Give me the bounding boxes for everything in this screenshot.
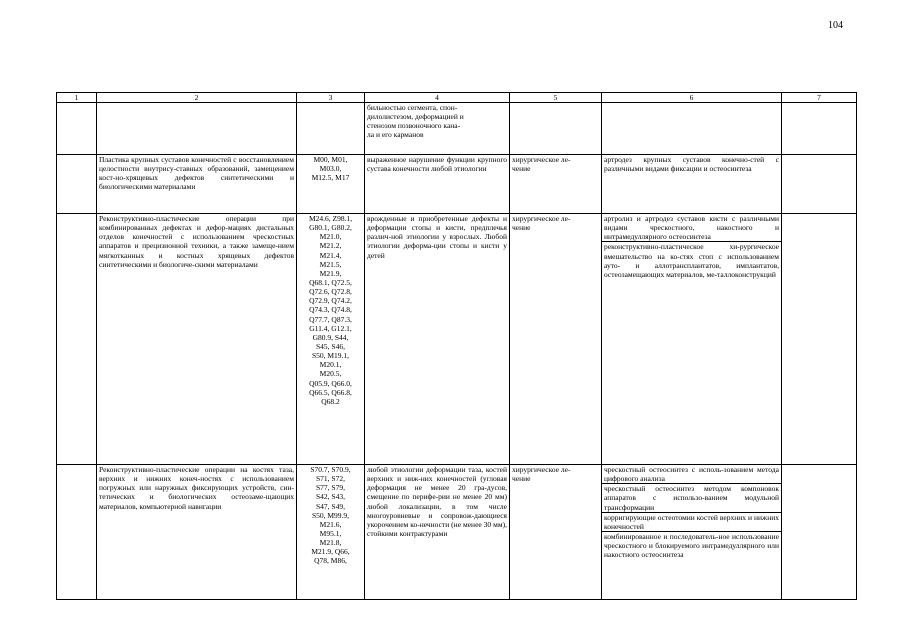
icd-code-line: Q66.5, Q66.8,: [309, 387, 352, 397]
cell-methods: [602, 465, 782, 600]
icd-code-line: M21.9, Q66,: [311, 547, 350, 557]
cell-icd-codes: [297, 214, 365, 465]
icd-code-line: G11.4, G12.1,: [309, 323, 352, 333]
cell-patient-model: врожденные и приобретенные дефекты и деформации стопы и кисти, предплечья различ-ной этиологии у взрослых. Любой этиологии деформа-ции стопы и кисти у детей: [365, 214, 510, 465]
cell-empty: [782, 465, 857, 600]
method-item: реконструктивно-пластическое хи-рургическое вмешательство на ко-стях стоп с использованием ауто- и аллотрансплантатов, имплантатов, остеозамещающих материалов, ме-таллоконструкций: [604, 242, 779, 279]
icd-code-line: Q77.7, Q87.3,: [309, 314, 352, 324]
method-item: корригирующие остеотомии костей верхних и нижних конечностей: [604, 512, 779, 531]
cell-patient-model: любой этиологии деформации таза, костей верхних и ниж-них конечностей (угловая деформация не менее 20 гра-дусов, смещение по перифе-рии не менее 20 мм) любой локализации, в том числе многоуровневые и сопровож-дающиеся укорочением ко-нечности (не менее 30 мм), стойкими контрактурами: [365, 465, 510, 600]
cell-empty: [57, 214, 97, 465]
method-item: артродез крупных суставов конечно-стей с различными видами фиксации и остеосинтеза: [604, 155, 779, 174]
cell-intervention-name: [97, 103, 297, 155]
icd-code-line: S77, S79,: [316, 483, 345, 493]
treatment-type-line: чение: [512, 474, 531, 484]
cell-treatment-type: [510, 155, 602, 214]
treatment-type-line: хирургическое ле-: [512, 214, 571, 223]
icd-code-line: G80.9, S44,: [312, 332, 349, 342]
cell-intervention-name: Реконструктивно-пластические операции при комбинированных дефектах и дефор-мациях дистальных отделов конечностей с использованием чрескостных аппаратов и прецизионной техники, а также замеще-нием мягкотканных и костных хрящевых дефектов синтетическими и биологиче-скими материалами: [97, 214, 297, 465]
icd-code-line: M00, M01,: [313, 155, 348, 164]
treatment-type-line: чение: [512, 223, 531, 233]
treatment-type-line: хирургическое ле-: [512, 465, 571, 474]
icd-code-line: S70.7, S70.9,: [310, 465, 351, 474]
cell-methods: [602, 155, 782, 214]
icd-code-line: S50, M19.1,: [311, 351, 350, 361]
icd-code-line: M03.0,: [319, 164, 342, 174]
header-row: [57, 93, 857, 103]
table-row: [57, 214, 857, 465]
icd-code-line: M12.5, M17: [311, 173, 350, 183]
method-item: чрескостный остеосинтез методом компоновок аппаратов с использо-ванием модульной трансформации: [604, 484, 779, 512]
cell-patient-model: [365, 103, 510, 155]
header-cell: 3: [297, 93, 365, 103]
cell-empty: [57, 465, 97, 600]
icd-code-line: S71, S72,: [316, 474, 345, 484]
method-item: комбинированное и последователь-ное использование чрескостного и блокируемого интрамедуллярного или накостного остеосинтеза: [604, 531, 779, 560]
icd-code-line: M21.2,: [319, 241, 342, 251]
method-item: артролиз и артродез суставов кисти с различными видами чрескостного, накостного и интрамедуллярного остеосинтеза: [604, 214, 779, 242]
icd-code-line: M20.5,: [319, 369, 342, 379]
icd-code-line: S50, M99.9,: [311, 510, 350, 520]
header-cell: 2: [97, 93, 297, 103]
cell-treatment-type: [510, 103, 602, 155]
icd-code-line: S47, S49,: [316, 501, 345, 511]
patient-model-line: бильностью сегмента, спон-: [367, 103, 458, 112]
cell-empty: [782, 103, 857, 155]
icd-code-line: Q68.1, Q72.5,: [309, 277, 352, 287]
cell-treatment-type: [510, 465, 602, 600]
medical-care-table: [56, 92, 857, 600]
cell-treatment-type: [510, 214, 602, 465]
icd-code-line: M21.4,: [319, 250, 342, 260]
treatment-type-line: чение: [512, 164, 531, 174]
icd-code-line: M24.6, Z98.1,: [308, 214, 353, 223]
icd-code-line: Q68.2: [321, 396, 340, 406]
header-cell: 7: [782, 93, 857, 103]
icd-code-line: Q78, M86,: [314, 556, 347, 566]
cell-icd-codes: [297, 103, 365, 155]
icd-code-line: S45, S46,: [316, 341, 345, 351]
icd-code-line: Q72.9, Q74.2,: [309, 296, 352, 306]
table-row: [57, 155, 857, 214]
cell-empty: [57, 155, 97, 214]
icd-code-line: M21.5,: [319, 259, 342, 269]
header-cell: 5: [510, 93, 602, 103]
cell-patient-model: выраженное нарушение функции крупного сустава конечности любой этиологии: [365, 155, 510, 214]
header-cell: 6: [602, 93, 782, 103]
patient-model-line: ла и его карманов: [367, 130, 424, 140]
cell-methods: [602, 103, 782, 155]
icd-code-line: M20.1,: [319, 360, 342, 370]
cell-intervention-name: Реконструктивно-пластические операции на костях таза, верхних и нижних конеч-ностях с использованием погружных или наружных фиксирующих устройств, син-тетических и биологических остеозаме-щающих материалов, компьютерной навигации: [97, 465, 297, 600]
icd-code-line: Q05.9, Q66.0,: [309, 378, 352, 388]
icd-code-line: G80.1, G80.2,: [309, 223, 352, 233]
header-cell: 4: [365, 93, 510, 103]
cell-icd-codes: [297, 465, 365, 600]
header-cell: 1: [57, 93, 97, 103]
icd-code-line: Q74.3, Q74.8,: [309, 305, 352, 315]
cell-empty: [57, 103, 97, 155]
table-row: [57, 465, 857, 600]
cell-icd-codes: [297, 155, 365, 214]
cell-methods: [602, 214, 782, 465]
cell-intervention-name: Пластика крупных суставов конечностей с восстановлением целостности внутрису-ставных образований, замещением кост-но-хрящевых дефектов синтетическими и биологическими материалами: [97, 155, 297, 214]
patient-model-line: дилолистезом, деформацией и: [367, 112, 464, 122]
cell-empty: [782, 155, 857, 214]
method-item: чрескостный остеосинтез с исполь-зованием метода цифрового анализа: [604, 465, 779, 484]
treatment-type-line: хирургическое ле-: [512, 155, 571, 164]
table-row: [57, 103, 857, 155]
icd-code-line: M21.0,: [319, 232, 342, 242]
icd-code-line: M95.1,: [319, 528, 342, 538]
icd-code-line: S42, S43,: [316, 492, 345, 502]
page-number: 104: [828, 20, 843, 31]
icd-code-line: Q72.6, Q72.8,: [309, 287, 352, 297]
icd-code-line: M21.6,: [319, 519, 342, 529]
icd-code-line: M21.8,: [319, 538, 342, 548]
cell-empty: [782, 214, 857, 465]
patient-model-line: стенозом позвоночного кана-: [367, 121, 461, 131]
icd-code-line: M21.9,: [319, 268, 342, 278]
